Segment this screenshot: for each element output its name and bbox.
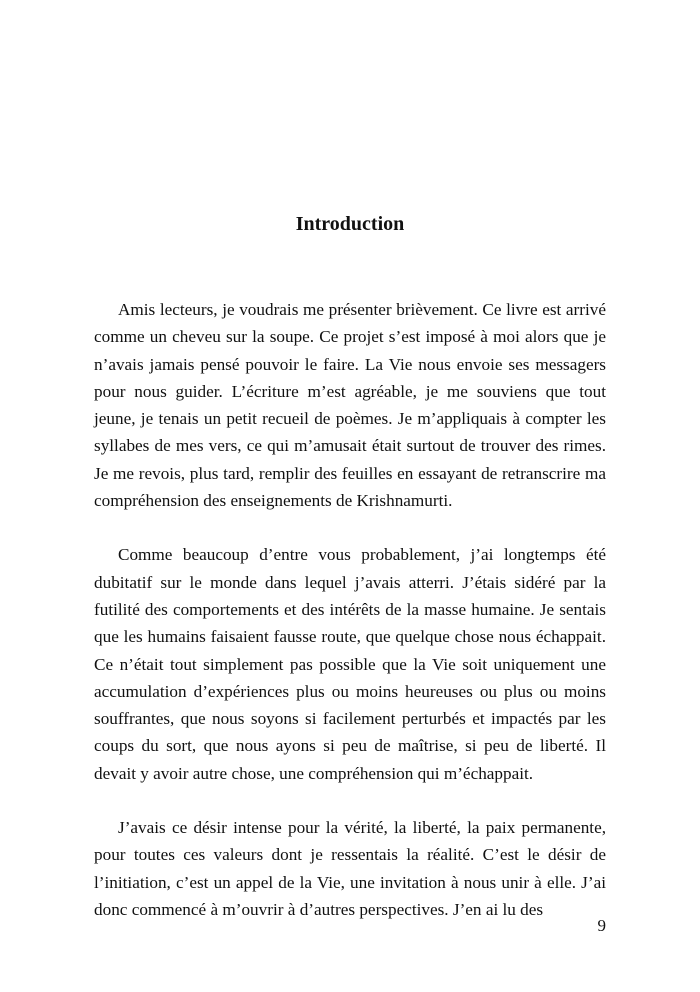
body-text xyxy=(94,296,606,923)
paragraph-3: J’avais ce désir intense pour la vérité, la liberté, la paix permanente, pour toutes ces valeurs dont je ressentais la réalité. C’est le désir de l’initiation, c’est un appel de la Vie, une invitation à nous unir à elle. J’ai donc commencé à m’ouvrir à d’autres perspectives. J’en ai lu des xyxy=(94,818,606,919)
paragraph-1: Amis lecteurs, je voudrais me présenter brièvement. Ce livre est arrivé comme un cheveu sur la soupe. Ce projet s’est imposé à moi alors que je n’avais jamais pensé pouvoir le faire. La Vie nous envoie ses messagers pour nous guider. L’écriture m’est agréable, je me souviens que tout jeune, je tenais un petit recueil de poèmes. Je m’appliquais à compter les syllabes de mes vers, ce qui m’amusait était surtout de trouver des rimes. Je me revois, plus tard, remplir des feuilles en essayant de retranscrire ma compréhension des enseignements de Krishnamurti. xyxy=(94,300,606,511)
chapter-title: Introduction xyxy=(295,213,405,236)
paragraph-2: Comme beaucoup d’entre vous probablement, j’ai longtemps été dubitatif sur le monde dans lequel j’avais atterri. J’étais sidéré par la futilité des comportements et des intérêts de la masse humaine. Je sentais que les humains faisaient fausse route, que quelque chose nous échappait. Ce n’était tout simplement pas possible que la Vie soit uniquement une accumulation d’expériences plus ou moins heureuses ou plus ou moins souffrantes, que nous soyons si facilement perturbés et impactés par les coups du sort, que nous ayons si peu de maîtrise, si peu de liberté. Il devait y avoir autre chose, une compréhension qui m’échappait. xyxy=(94,545,606,783)
page-number: 9 xyxy=(597,916,606,935)
